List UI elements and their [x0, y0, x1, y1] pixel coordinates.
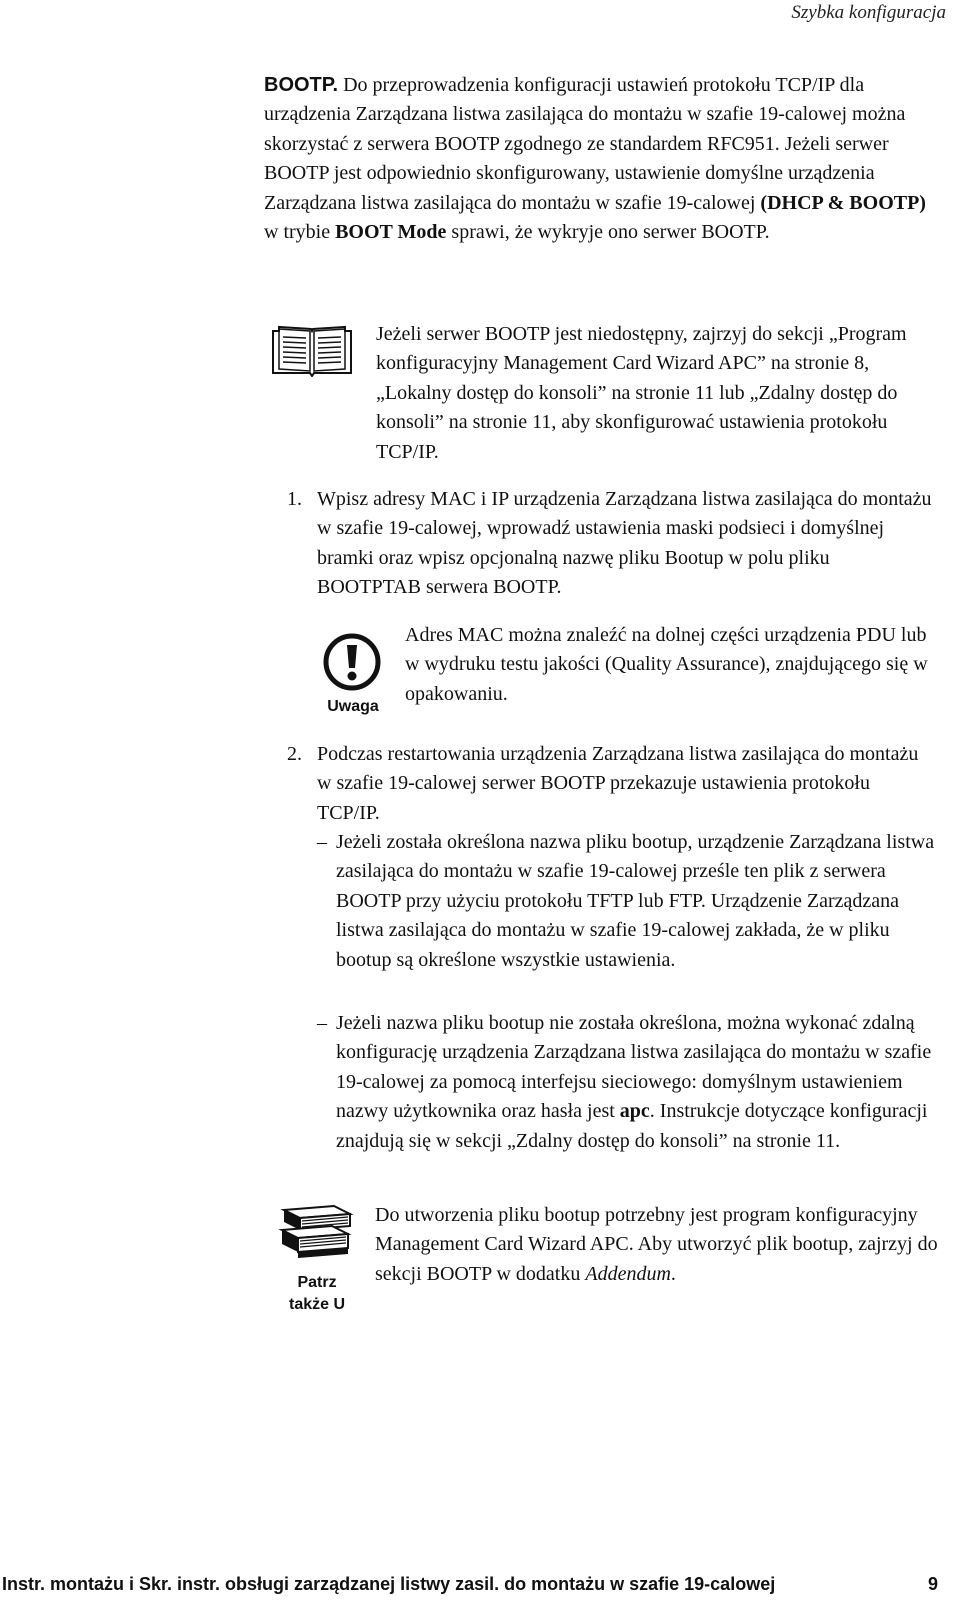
dash-item-2-text-1: Jeżeli nazwa pliku bootup nie została określona, można wykonać zdalną konfigurację urządzenia Zarządzana listwa zasilająca do montażu w szafie 19-calowej za pomocą interfejsu sieciowego: domyślnym ustawieniem nazwy użytkownika oraz hasła jest: [336, 1012, 932, 1123]
dash-item-1: [317, 828, 936, 975]
open-book-icon: [269, 325, 355, 377]
step-2: [287, 740, 937, 828]
dash-item-2: [317, 1009, 936, 1156]
footer-title: Instr. montażu i Skr. instr. obsługi zarządzanej listwy zasil. do montażu w szafie 19-calowej: [2, 1574, 776, 1594]
warning-icon-label: Uwaga: [327, 698, 379, 715]
dash-item-2-text-2: . Instrukcje dotyczące konfiguracji znajdują się w sekcji „Zdalny dostęp do konsoli” na stronie 11.: [336, 1100, 928, 1152]
see-also-text-2: .: [670, 1262, 676, 1285]
see-also-italic: Addendum: [585, 1262, 671, 1285]
warning-note-text: Adres MAC można znaleźć na dolnej części urządzenia PDU lub w wydruku testu jakości (Quality Assurance), znajdującego się w opakowaniu.: [405, 624, 928, 705]
step-2-number: 2.: [287, 743, 302, 765]
see-also-label-line2: także U: [288, 1296, 346, 1313]
see-also-text-1: Do utworzenia pliku bootup potrzebny jest program konfiguracyjny Management Card Wizard APC. Aby utworzyć plik bootup, zajrzyj do sekcji BOOTP w dodatku: [375, 1204, 938, 1285]
page-number: 9: [927, 1574, 938, 1594]
bootp-bold-bootmode: BOOT Mode: [335, 221, 447, 244]
dash-mark: –: [317, 831, 327, 853]
bootp-text-3: sprawi, że wykryje ono serwer BOOTP.: [446, 221, 770, 244]
bootp-label: BOOTP.: [264, 74, 339, 96]
bootp-paragraph: [264, 71, 944, 247]
books-stack-icon: [276, 1204, 358, 1318]
step-2-text: Podczas restartowania urządzenia Zarządzana listwa zasilająca do montażu w szafie 19-calowej serwer BOOTP przekazuje ustawienia protokołu TCP/IP.: [317, 743, 919, 824]
dash-item-1-text: Jeżeli została określona nazwa pliku bootup, urządzenie Zarządzana listwa zasilająca do montażu w szafie 19-calowej prześle ten plik z serwera BOOTP przy użyciu protokołu TFTP lub FTP. Urządzenie Zarządzana listwa zasilająca do montażu w szafie 19-calowej zakłada, że w pliku bootup są określone wszystkie ustawienia.: [336, 831, 935, 971]
page-header-title: Szybka konfiguracja: [791, 2, 946, 23]
see-also-note-text: [375, 1201, 945, 1289]
see-also-label-line1: Patrz: [297, 1274, 337, 1291]
see-also-icon-label: [276, 1272, 358, 1316]
step-1-number: 1.: [287, 488, 302, 510]
step-1: [287, 485, 937, 603]
bootp-text-2: w trybie: [264, 221, 336, 244]
dash-item-2-bold: apc: [619, 1100, 650, 1123]
bootp-bold-dhcp: (DHCP & BOOTP): [760, 191, 926, 214]
step-1-text: Wpisz adresy MAC i IP urządzenia Zarządzana listwa zasilająca do montażu w szafie 19-calowej, wprowadź ustawienia maski podsieci i domyślnej bramki oraz wpisz opcjonalną nazwę pliku Bootup w polu pliku BOOTPTAB serwera BOOTP.: [317, 488, 932, 599]
bootp-text-1: Do przeprowadzenia konfiguracji ustawień protokołu TCP/IP dla urządzenia Zarządzana listwa zasilająca do montażu w szafie 19-calowej można skorzystać z serwera BOOTP zgodnego ze standardem RFC951. Jeżeli serwer BOOTP jest odpowiednio skonfigurowany, ustawienie domyślne urządzenia Zarządzana listwa zasilająca do montażu w szafie 19-calowej: [264, 74, 906, 214]
warning-icon: [316, 632, 379, 718]
book-note-text: Jeżeli serwer BOOTP jest niedostępny, zajrzyj do sekcji „Program konfiguracyjny Management Card Wizard APC” na stronie 8, „Lokalny dostęp do konsoli” na stronie 11 lub „Zdalny dostęp do konsoli” na stronie 11, aby skonfigurować ustawienia protokołu TCP/IP.: [376, 323, 907, 463]
dash-mark: –: [317, 1012, 327, 1034]
